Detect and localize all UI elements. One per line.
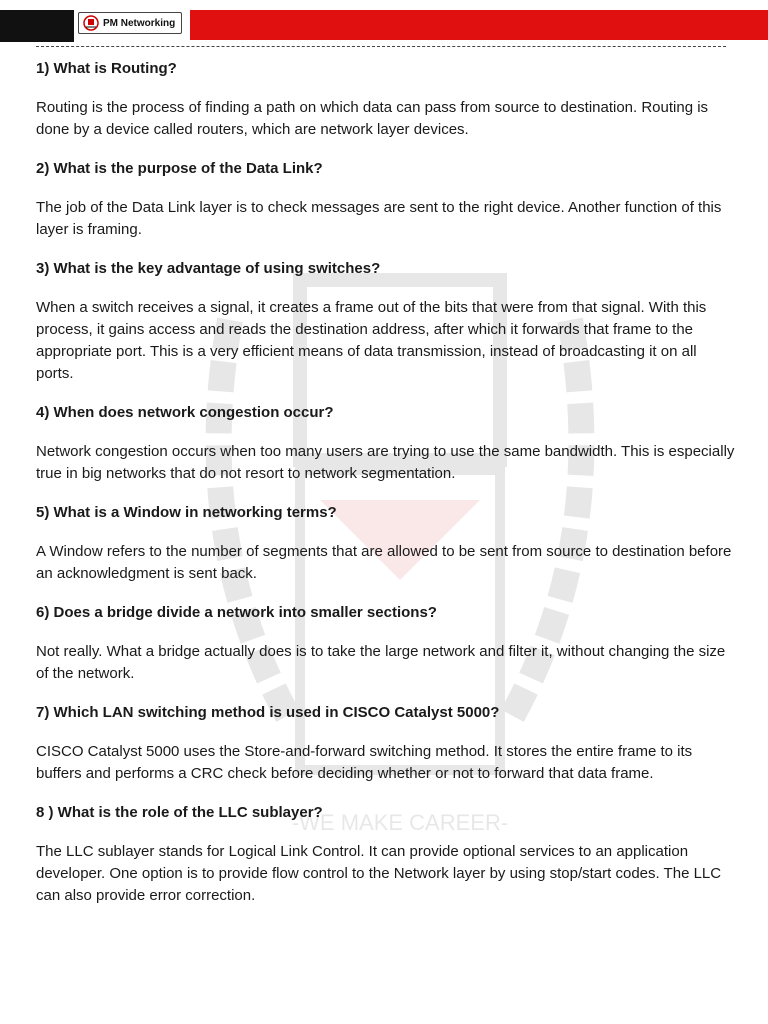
answer-7: CISCO Catalyst 5000 uses the Store-and-forward switching method. It stores the entire frame to its buffers and performs a CRC check before deciding whether or not to forward that data frame. — [36, 743, 693, 782]
answer-3: When a switch receives a signal, it creates a frame out of the bits that were from that signal. With this process, it gains access and reads the destination address, after which it forwards that frame to the appropriate port. This is a very efficient means of data transmission, instead of broadcasting it on all ports. — [36, 299, 707, 382]
question-6: 6) Does a bridge divide a network into smaller sections? — [36, 604, 437, 621]
question-7: 7) Which LAN switching method is used in CISCO Catalyst 5000? — [36, 704, 500, 721]
header-divider — [36, 46, 726, 47]
question-8: 8 ) What is the role of the LLC sublayer? — [36, 804, 323, 821]
header-red-bar — [190, 10, 768, 40]
answer-4: Network congestion occurs when too many users are trying to use the same bandwidth. This is especially true in big networks that do not resort to network segmentation. — [36, 443, 735, 482]
question-5: 5) What is a Window in networking terms? — [36, 504, 337, 521]
watermark-tagline: -WE MAKE CAREER- — [291, 810, 509, 835]
question-4: 4) When does network congestion occur? — [36, 404, 334, 421]
question-3: 3) What is the key advantage of using switches? — [36, 260, 381, 277]
qa-item — [36, 58, 736, 141]
answer-6: Not really. What a bridge actually does is to take the large network and filter it, without changing the size of the network. — [36, 643, 726, 682]
header-black-bar — [0, 10, 74, 42]
qa-item — [36, 802, 736, 907]
logo-text: PM Networking — [103, 17, 176, 29]
answer-8: The LLC sublayer stands for Logical Link Control. It can provide optional services to an application developer. One option is to provide flow control to the Network layer by using stop/start codes. The LLC can also provide error correction. — [36, 843, 722, 904]
logo-emblem-icon — [83, 15, 99, 31]
answer-5: A Window refers to the number of segments that are allowed to be sent from source to destination before an acknowledgment is sent back. — [36, 543, 732, 582]
qa-item — [36, 158, 736, 241]
qa-item — [36, 602, 736, 685]
question-2: 2) What is the purpose of the Data Link? — [36, 160, 323, 177]
answer-2: The job of the Data Link layer is to check messages are sent to the right device. Another function of this layer is framing. — [36, 199, 722, 238]
qa-item — [36, 402, 736, 485]
logo — [78, 12, 182, 34]
answer-1: Routing is the process of finding a path on which data can pass from source to destination. Routing is done by a device called routers, which are network layer devices. — [36, 99, 709, 138]
page-header — [0, 10, 768, 42]
qa-content — [36, 58, 736, 924]
qa-item — [36, 502, 736, 585]
qa-item — [36, 702, 736, 785]
question-1: 1) What is Routing? — [36, 60, 177, 77]
qa-item — [36, 258, 736, 385]
